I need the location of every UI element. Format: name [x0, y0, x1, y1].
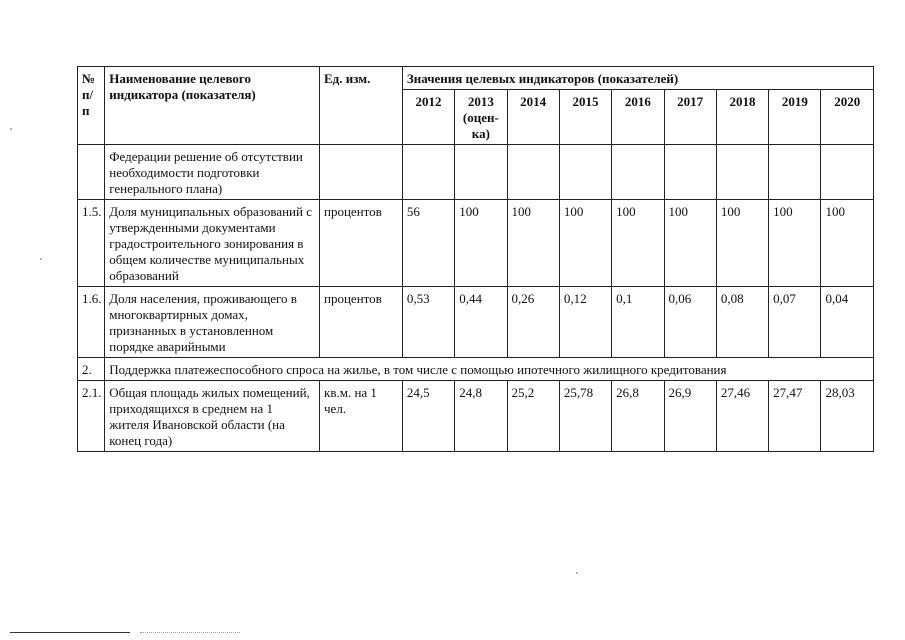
row-unit: процентов [320, 287, 403, 358]
row-name: Федерации решение об отсутствии необходимости подготовки генерального плана) [105, 145, 320, 200]
header-year: 2016 [612, 90, 664, 145]
row-value: 24,5 [402, 381, 454, 452]
row-value: 25,2 [507, 381, 559, 452]
row-value: 0,08 [716, 287, 768, 358]
header-year: 2014 [507, 90, 559, 145]
scan-artifact-dots [140, 632, 240, 634]
header-year: 2013 (оцен-ка) [455, 90, 507, 145]
row-value [821, 145, 874, 200]
row-unit [320, 145, 403, 200]
row-name: Доля муниципальных образований с утвержденными документами градостроительного зонирования в общем количестве муниципальных образований [105, 200, 320, 287]
row-value: 100 [507, 200, 559, 287]
row-value: 0,04 [821, 287, 874, 358]
row-value [716, 145, 768, 200]
header-year: 2019 [769, 90, 821, 145]
header-values-group: Значения целевых индикаторов (показателей) [402, 67, 873, 90]
row-unit: процентов [320, 200, 403, 287]
table-row [78, 145, 874, 200]
row-value: 100 [769, 200, 821, 287]
header-year: 2015 [559, 90, 611, 145]
header-year: 2018 [716, 90, 768, 145]
row-name: Доля населения, проживающего в многоквартирных домах, признанных в установленном порядке аварийными [105, 287, 320, 358]
header-no: № п/п [78, 67, 105, 145]
row-no: 1.5. [78, 200, 105, 287]
row-value: 56 [402, 200, 454, 287]
row-value: 100 [455, 200, 507, 287]
row-value [455, 145, 507, 200]
row-value: 27,46 [716, 381, 768, 452]
row-value: 26,9 [664, 381, 716, 452]
row-value [664, 145, 716, 200]
header-name: Наименование целевого индикатора (показателя) [105, 67, 320, 145]
scan-artifact-line [10, 632, 130, 633]
section-title: Поддержка платежеспособного спроса на жилье, в том числе с помощью ипотечного жилищного кредитования [105, 358, 874, 381]
row-value: 0,12 [559, 287, 611, 358]
row-value [507, 145, 559, 200]
row-value [612, 145, 664, 200]
row-value: 100 [664, 200, 716, 287]
header-year: 2012 [402, 90, 454, 145]
table-row [78, 381, 874, 452]
row-value: 24,8 [455, 381, 507, 452]
header-row-1 [78, 67, 874, 90]
section-no: 2. [78, 358, 105, 381]
header-unit: Ед. изм. [320, 67, 403, 145]
scan-speck [576, 572, 578, 574]
row-value: 26,8 [612, 381, 664, 452]
row-no: 1.6. [78, 287, 105, 358]
row-no [78, 145, 105, 200]
row-value: 100 [612, 200, 664, 287]
row-value: 0,07 [769, 287, 821, 358]
row-value [402, 145, 454, 200]
table-row [78, 287, 874, 358]
row-value: 100 [716, 200, 768, 287]
row-value: 0,06 [664, 287, 716, 358]
row-value: 28,03 [821, 381, 874, 452]
row-value: 100 [559, 200, 611, 287]
row-unit: кв.м. на 1 чел. [320, 381, 403, 452]
header-year: 2017 [664, 90, 716, 145]
row-name: Общая площадь жилых помещений, приходящихся в среднем на 1 жителя Ивановской области (на конец года) [105, 381, 320, 452]
row-value: 100 [821, 200, 874, 287]
row-value: 0,26 [507, 287, 559, 358]
row-value: 0,44 [455, 287, 507, 358]
section-row [78, 358, 874, 381]
indicators-table [77, 66, 874, 452]
row-no: 2.1. [78, 381, 105, 452]
row-value: 27,47 [769, 381, 821, 452]
row-value: 0,53 [402, 287, 454, 358]
header-year: 2020 [821, 90, 874, 145]
row-value: 0,1 [612, 287, 664, 358]
row-value [769, 145, 821, 200]
table-row [78, 200, 874, 287]
scan-speck [40, 258, 42, 260]
row-value [559, 145, 611, 200]
row-value: 25,78 [559, 381, 611, 452]
scan-speck [10, 128, 12, 130]
